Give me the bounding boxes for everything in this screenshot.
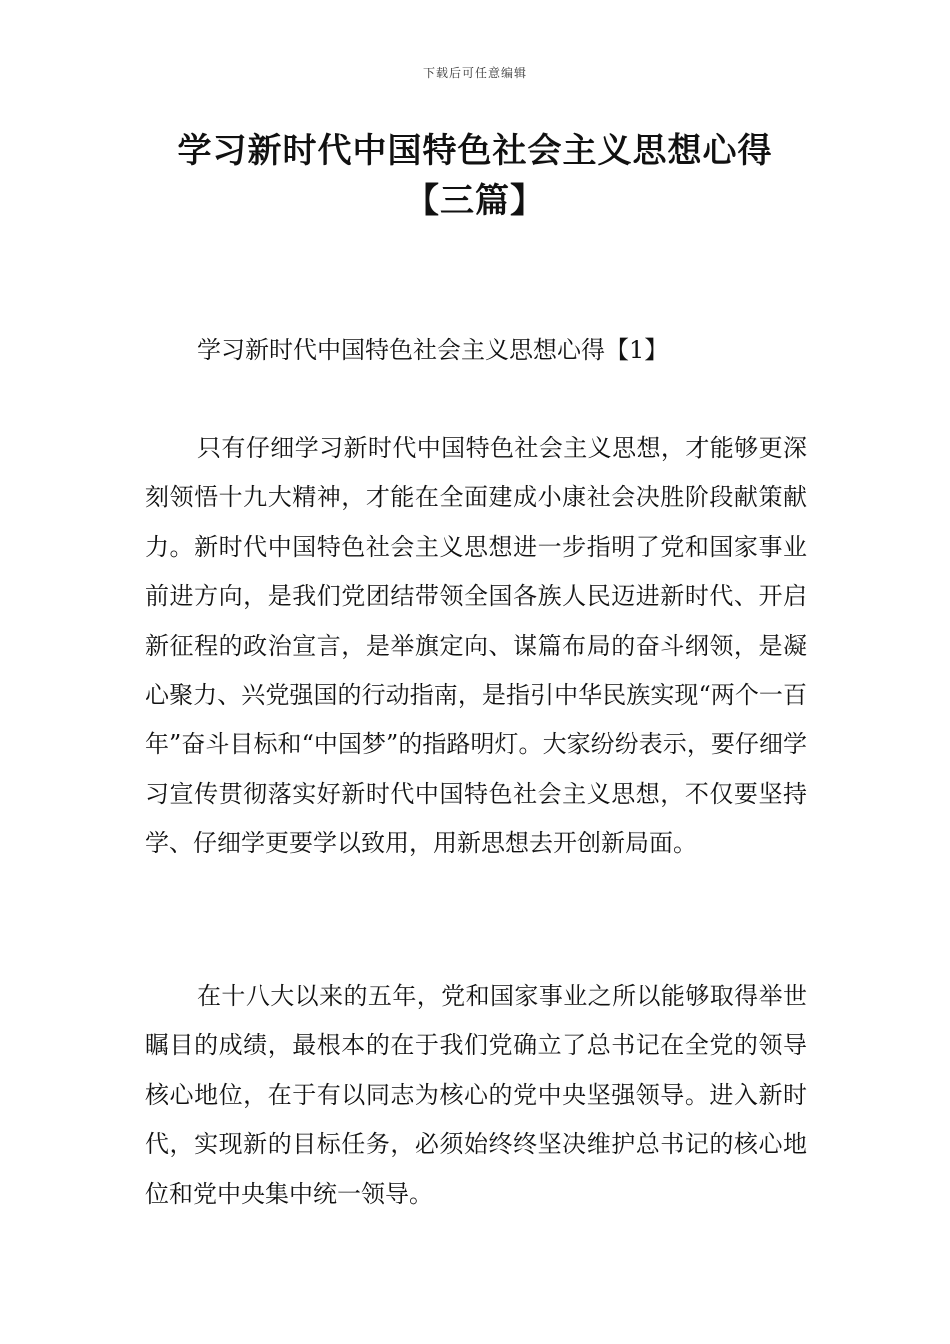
header-note: 下载后可任意编辑	[422, 66, 527, 80]
body-paragraph-1: 只有仔细学习新时代中国特色社会主义思想，才能够更深刻领悟十九大精神，才能在全面建成小康社会决胜阶段献策献力。新时代中国特色社会主义思想进一步指明了党和国家事业前进方向，是我们党团结带领全国各族人民迈进新时代、开启新征程的政治宣言，是举旗定向、谋篇布局的奋斗纲领，是凝心聚力、兴党强国的行动指南，是指引中华民族实现“两个一百年”奋斗目标和“中国梦”的指路明灯。大家纷纷表示，要仔细学习宣传贯彻落实好新时代中国特色社会主义思想，不仅要坚持学、仔细学更要学以致用，用新思想去开创新局面。	[145, 434, 807, 858]
document-title-line-1: 学习新时代中国特色社会主义思想心得	[177, 131, 773, 171]
document-title-line-2: 【三篇】	[405, 181, 545, 221]
body-paragraph-2: 在十八大以来的五年，党和国家事业之所以能够取得举世瞩目的成绩，最根本的在于我们党确立了总书记在全党的领导核心地位，在于有以同志为核心的党中央坚强领导。进入新时代，实现新的目标任务，必须始终终坚决维护总书记的核心地位和党中央集中统一领导。	[145, 982, 807, 1208]
section-heading: 学习新时代中国特色社会主义思想心得【1】	[197, 336, 669, 364]
document-title	[0, 126, 950, 226]
